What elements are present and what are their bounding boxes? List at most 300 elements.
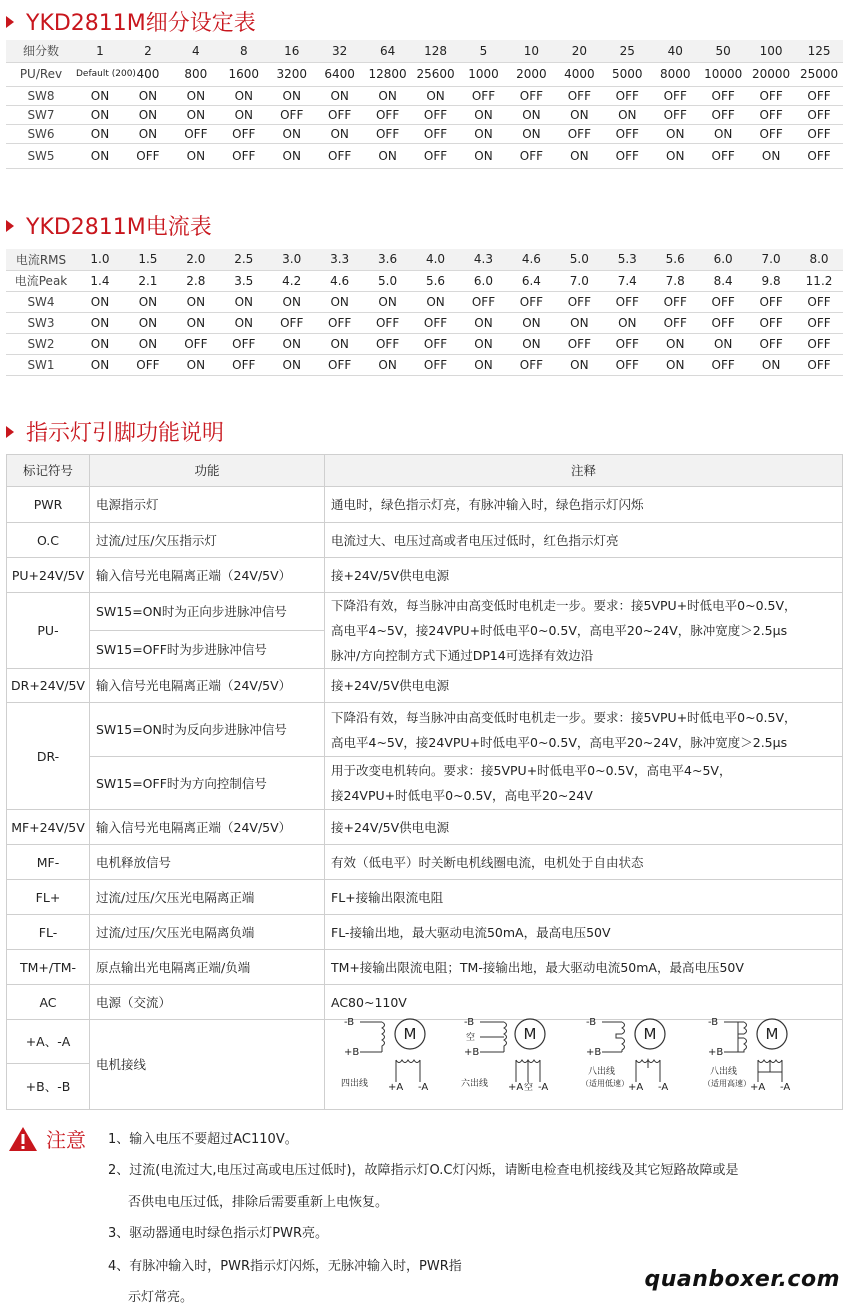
- label-a-plus: +A: [508, 1082, 524, 1093]
- current-rms-value: 7.0: [747, 249, 795, 270]
- current-rms-value: 6.0: [699, 249, 747, 270]
- label-b-plus: +B: [344, 1047, 360, 1058]
- pin-note: TM+接输出限流电阻；TM-接输出地，最大驱动电流50mA，最高电压50V: [325, 950, 843, 985]
- a-wire: [516, 1060, 540, 1082]
- pin-function: 过流/过压/欠压指示灯: [90, 523, 325, 558]
- microstep-value: 40: [651, 40, 699, 62]
- pin-symbol: +A、-A: [7, 1020, 90, 1064]
- switch-state: OFF: [220, 143, 268, 168]
- switch-label: SW4: [6, 291, 76, 312]
- switch-state: ON: [316, 86, 364, 105]
- switch-state: OFF: [555, 333, 603, 354]
- a-coil-icon: [636, 1060, 660, 1068]
- switch-state: OFF: [364, 105, 412, 124]
- current-peak-value: 2.8: [172, 270, 220, 291]
- switch-state: ON: [124, 333, 172, 354]
- notice-item-1: 1、输入电压不要超过AC110V。: [108, 1132, 298, 1147]
- switch-state: ON: [364, 354, 412, 375]
- pin-note: 通电时，绿色指示灯亮，有脉冲输入时，绿色指示灯闪烁: [325, 487, 843, 523]
- pin-symbol: DR+24V/5V: [7, 669, 90, 703]
- motor-letter: M: [403, 1025, 417, 1043]
- microstep-value: 4: [172, 40, 220, 62]
- switch-state: OFF: [747, 124, 795, 143]
- pin-symbol: PU-: [7, 593, 90, 669]
- pin-note: FL-接输出地，最大驱动电流50mA，最高电压50V: [325, 915, 843, 950]
- wiring-6-wire-diagram: [458, 1012, 568, 1098]
- switch-state: OFF: [699, 105, 747, 124]
- switch-state: OFF: [316, 354, 364, 375]
- switch-state: ON: [507, 312, 555, 333]
- caption-sub: （适用低速）: [581, 1079, 629, 1088]
- switch-state: ON: [76, 124, 124, 143]
- current-table: [6, 249, 843, 376]
- switch-label: SW2: [6, 333, 76, 354]
- default-note: Default (200): [76, 69, 136, 79]
- rms-label: 电流RMS: [6, 249, 76, 270]
- current-rms-value: 3.6: [364, 249, 412, 270]
- current-peak-value: 5.6: [412, 270, 460, 291]
- switch-state: ON: [316, 291, 364, 312]
- switch-state: ON: [412, 86, 460, 105]
- switch-state: OFF: [603, 291, 651, 312]
- pin-symbol: PWR: [7, 487, 90, 523]
- switch-state: ON: [699, 333, 747, 354]
- switch-state: ON: [172, 354, 220, 375]
- current-peak-value: 8.4: [699, 270, 747, 291]
- current-rms-value: 4.0: [412, 249, 460, 270]
- pin-symbol: +B、-B: [7, 1064, 90, 1110]
- pin-note: 电流过大、电压过高或者电压过低时，红色指示灯亮: [325, 523, 843, 558]
- switch-state: ON: [507, 105, 555, 124]
- switch-state: ON: [699, 124, 747, 143]
- current-rms-value: 2.5: [220, 249, 268, 270]
- current-peak-value: 7.0: [555, 270, 603, 291]
- switch-state: ON: [747, 354, 795, 375]
- watermark: quanboxer.com: [644, 1267, 840, 1292]
- pin-note: FL+接输出限流电阻: [325, 880, 843, 915]
- switch-state: ON: [555, 143, 603, 168]
- switch-state: OFF: [124, 143, 172, 168]
- switch-state: OFF: [412, 124, 460, 143]
- switch-state: ON: [76, 312, 124, 333]
- switch-state: OFF: [412, 143, 460, 168]
- current-peak-value: 5.0: [364, 270, 412, 291]
- pulse-per-rev-value: 6400: [316, 62, 364, 86]
- switch-state: ON: [124, 291, 172, 312]
- microstep-value: 128: [412, 40, 460, 62]
- wiring-8-wire-high-speed-diagram: [700, 1012, 810, 1098]
- switch-state: OFF: [124, 354, 172, 375]
- switch-state: ON: [364, 291, 412, 312]
- switch-state: ON: [76, 291, 124, 312]
- pulse-per-rev-value: 400: [124, 62, 172, 86]
- pulse-per-rev-value: 800: [172, 62, 220, 86]
- a-coil-icon: [758, 1060, 782, 1072]
- switch-state: OFF: [795, 354, 843, 375]
- microstep-value: 16: [268, 40, 316, 62]
- notice-title: 注意: [46, 1128, 86, 1152]
- microstep-value: 20: [555, 40, 603, 62]
- caption: 八出线: [710, 1067, 738, 1077]
- wiring-4-wire-diagram: [338, 1012, 438, 1098]
- switch-state: OFF: [651, 105, 699, 124]
- label-b-plus: +B: [708, 1047, 724, 1058]
- b-coil-icon: [616, 1022, 625, 1052]
- caption: 六出线: [461, 1079, 489, 1089]
- pin-function: 原点输出光电隔离正端/负端: [90, 950, 325, 985]
- switch-state: OFF: [651, 312, 699, 333]
- switch-state: ON: [460, 333, 508, 354]
- switch-state: OFF: [220, 333, 268, 354]
- switch-label: SW1: [6, 354, 76, 375]
- switch-state: ON: [268, 354, 316, 375]
- pulse-per-rev-value: 25600: [412, 62, 460, 86]
- switch-state: ON: [651, 143, 699, 168]
- switch-state: OFF: [507, 291, 555, 312]
- switch-state: ON: [268, 124, 316, 143]
- switch-state: OFF: [412, 333, 460, 354]
- pin-function: 电源指示灯: [90, 487, 325, 523]
- switch-state: OFF: [699, 312, 747, 333]
- switch-state: ON: [507, 124, 555, 143]
- pulse-per-rev-value: 20000: [747, 62, 795, 86]
- switch-state: ON: [603, 312, 651, 333]
- notice-heading: [8, 1124, 86, 1153]
- current-peak-value: 6.4: [507, 270, 555, 291]
- pin-function: 输入信号光电隔离正端（24V/5V）: [90, 669, 325, 703]
- switch-state: ON: [555, 105, 603, 124]
- triangle-bullet-icon: [6, 16, 14, 28]
- header-note: 注释: [325, 455, 843, 487]
- switch-state: ON: [651, 124, 699, 143]
- microstep-table: [6, 40, 843, 169]
- current-rms-value: 1.5: [124, 249, 172, 270]
- label-a-minus: -A: [538, 1082, 549, 1093]
- switch-label: SW3: [6, 312, 76, 333]
- pin-note: 有效（低电平）时关断电机线圈电流，电机处于自由状态: [325, 845, 843, 880]
- label-b-minus: -B: [464, 1017, 475, 1028]
- motor-letter: M: [523, 1025, 537, 1043]
- b-coil-icon: [504, 1022, 507, 1052]
- b-wire: [360, 1022, 382, 1052]
- switch-state: OFF: [268, 312, 316, 333]
- switch-state: ON: [172, 312, 220, 333]
- switch-state: OFF: [603, 143, 651, 168]
- pin-note: 接+24V/5V供电电源: [325, 810, 843, 845]
- caption: 八出线: [588, 1067, 616, 1077]
- switch-state: ON: [603, 105, 651, 124]
- current-peak-value: 7.8: [651, 270, 699, 291]
- label-a-plus: +A: [628, 1082, 644, 1093]
- current-rms-value: 5.3: [603, 249, 651, 270]
- pin-function: 电机释放信号: [90, 845, 325, 880]
- switch-state: OFF: [507, 354, 555, 375]
- switch-state: OFF: [603, 86, 651, 105]
- pin-function: SW15=OFF时为步进脉冲信号: [90, 631, 325, 669]
- pin-note: 下降沿有效，每当脉冲由高变低时电机走一步。要求：接5VPU+时低电平0~0.5V， 高电平4~5V，接24VPU+时低电平0~0.5V，高电平20~24V，脉冲宽度＞2.5μs: [325, 703, 843, 757]
- switch-label: SW5: [6, 143, 76, 168]
- triangle-bullet-icon: [6, 426, 14, 438]
- pin-note: 用于改变电机转向。要求：接5VPU+时低电平0~0.5V，高电平4~5V， 接24VPU+时低电平0~0.5V，高电平20~24V: [325, 757, 843, 810]
- current-rms-value: 8.0: [795, 249, 843, 270]
- switch-state: OFF: [795, 86, 843, 105]
- pin-function: SW15=ON时为正向步进脉冲信号: [90, 593, 325, 631]
- switch-state: ON: [460, 354, 508, 375]
- pin-function: 过流/过压/欠压光电隔离负端: [90, 915, 325, 950]
- pulse-per-rev-value: 4000: [555, 62, 603, 86]
- switch-state: OFF: [364, 124, 412, 143]
- microstep-value: 8: [220, 40, 268, 62]
- switch-label: SW7: [6, 105, 76, 124]
- pulse-per-rev-value: 10000: [699, 62, 747, 86]
- switch-state: ON: [220, 105, 268, 124]
- switch-state: OFF: [220, 124, 268, 143]
- switch-state: ON: [555, 354, 603, 375]
- switch-state: ON: [172, 105, 220, 124]
- switch-state: OFF: [795, 105, 843, 124]
- microstep-value: 1: [76, 40, 124, 62]
- switch-state: OFF: [699, 86, 747, 105]
- microstep-value: 64: [364, 40, 412, 62]
- switch-state: OFF: [412, 312, 460, 333]
- switch-state: OFF: [747, 291, 795, 312]
- switch-state: ON: [364, 143, 412, 168]
- switch-state: ON: [555, 312, 603, 333]
- current-peak-value: 7.4: [603, 270, 651, 291]
- current-peak-value: 6.0: [460, 270, 508, 291]
- pin-function: SW15=ON时为反向步进脉冲信号: [90, 703, 325, 757]
- notice-item-3: 3、驱动器通电时绿色指示灯PWR亮。: [108, 1226, 328, 1241]
- switch-state: OFF: [316, 143, 364, 168]
- switch-state: OFF: [747, 86, 795, 105]
- b-coil-icon: [382, 1022, 385, 1052]
- pin-symbol: PU+24V/5V: [7, 558, 90, 593]
- microstep-value: 5: [460, 40, 508, 62]
- switch-state: OFF: [603, 333, 651, 354]
- pulse-per-rev-value: 2000: [507, 62, 555, 86]
- pin-symbol: AC: [7, 985, 90, 1020]
- peak-label: 电流Peak: [6, 270, 76, 291]
- triangle-bullet-icon: [6, 220, 14, 232]
- switch-state: OFF: [651, 86, 699, 105]
- pin-note: AC80~110V: [325, 985, 843, 1020]
- label-b-minus: -B: [344, 1017, 355, 1028]
- caption: 四出线: [341, 1079, 369, 1089]
- pulse-per-rev-value: 1600: [220, 62, 268, 86]
- switch-state: ON: [268, 86, 316, 105]
- switch-state: OFF: [795, 333, 843, 354]
- notice-item-2-cont: 否供电电压过低，排除后需要重新上电恢复。: [128, 1195, 389, 1210]
- switch-state: ON: [172, 291, 220, 312]
- switch-state: ON: [268, 333, 316, 354]
- switch-state: OFF: [699, 291, 747, 312]
- switch-state: ON: [651, 333, 699, 354]
- switch-state: OFF: [795, 291, 843, 312]
- microstep-section-title: YKD2811M细分设定表: [6, 6, 256, 37]
- pin-symbol: MF-: [7, 845, 90, 880]
- switch-label: SW6: [6, 124, 76, 143]
- switch-state: ON: [124, 312, 172, 333]
- b-wire: [724, 1022, 738, 1052]
- pin-symbol: FL-: [7, 915, 90, 950]
- label-a-minus: -A: [780, 1082, 791, 1093]
- current-rms-value: 5.0: [555, 249, 603, 270]
- notice-item-4: 4、有脉冲输入时，PWR指示灯闪烁，无脉冲输入时，PWR指: [108, 1259, 462, 1274]
- switch-state: OFF: [795, 143, 843, 168]
- microstep-value: 50: [699, 40, 747, 62]
- switch-state: OFF: [603, 124, 651, 143]
- switch-state: OFF: [172, 333, 220, 354]
- label-b-mid: 空: [466, 1033, 476, 1043]
- pin-symbol: FL+: [7, 880, 90, 915]
- pulse-per-rev-value: 1000: [460, 62, 508, 86]
- microstep-value: 10: [507, 40, 555, 62]
- switch-label: SW8: [6, 86, 76, 105]
- pin-function: 电机接线: [90, 1020, 325, 1110]
- current-rms-value: 3.3: [316, 249, 364, 270]
- switch-state: ON: [220, 312, 268, 333]
- switch-state: OFF: [603, 354, 651, 375]
- pin-function: 输入信号光电隔离正端（24V/5V）: [90, 810, 325, 845]
- switch-state: ON: [76, 86, 124, 105]
- switch-state: ON: [172, 143, 220, 168]
- current-rms-value: 4.6: [507, 249, 555, 270]
- switch-state: ON: [76, 333, 124, 354]
- switch-state: ON: [76, 143, 124, 168]
- switch-state: OFF: [460, 291, 508, 312]
- current-peak-value: 9.8: [747, 270, 795, 291]
- pin-note: 接+24V/5V供电电源: [325, 558, 843, 593]
- current-peak-value: 2.1: [124, 270, 172, 291]
- current-rms-value: 4.3: [460, 249, 508, 270]
- microstep-value: 25: [603, 40, 651, 62]
- current-rms-value: 2.0: [172, 249, 220, 270]
- current-peak-value: 4.2: [268, 270, 316, 291]
- warning-triangle-icon: [8, 1126, 38, 1152]
- current-rms-value: 3.0: [268, 249, 316, 270]
- switch-state: ON: [124, 124, 172, 143]
- switch-state: OFF: [460, 86, 508, 105]
- pin-function: 电源（交流）: [90, 985, 325, 1020]
- switch-state: ON: [364, 86, 412, 105]
- microstep-value: 125: [795, 40, 843, 62]
- switch-state: OFF: [699, 354, 747, 375]
- motor-letter: M: [643, 1025, 657, 1043]
- pin-note: 接+24V/5V供电电源: [325, 669, 843, 703]
- switch-state: OFF: [412, 105, 460, 124]
- label-b-plus: +B: [586, 1047, 602, 1058]
- switch-state: ON: [124, 86, 172, 105]
- switch-state: ON: [747, 143, 795, 168]
- switch-state: ON: [460, 143, 508, 168]
- microstep-value: 2: [124, 40, 172, 62]
- switch-state: OFF: [555, 291, 603, 312]
- current-peak-value: 4.6: [316, 270, 364, 291]
- switch-state: OFF: [364, 312, 412, 333]
- switch-state: ON: [316, 124, 364, 143]
- pin-symbol: O.C: [7, 523, 90, 558]
- switch-state: OFF: [795, 312, 843, 333]
- switch-state: OFF: [747, 312, 795, 333]
- pin-symbol: TM+/TM-: [7, 950, 90, 985]
- notice-item-4-cont: 示灯常亮。: [128, 1290, 194, 1305]
- switch-state: OFF: [316, 105, 364, 124]
- pulse-per-rev-value: 5000: [603, 62, 651, 86]
- switch-state: OFF: [747, 105, 795, 124]
- switch-state: OFF: [699, 143, 747, 168]
- switch-state: OFF: [651, 291, 699, 312]
- pin-note: 下降沿有效，每当脉冲由高变低时电机走一步。要求：接5VPU+时低电平0~0.5V， 高电平4~5V，接24VPU+时低电平0~0.5V，高电平20~24V，脉冲宽度＞2.5μs 脉冲/方向控制方式下通过DP14可选择有效边沿: [325, 593, 843, 669]
- pin-symbol: MF+24V/5V: [7, 810, 90, 845]
- pulse-per-rev-value: 3200: [268, 62, 316, 86]
- notice-item-2: 2、过流(电流过大,电压过高或电压过低时)，故障指示灯O.C灯闪烁，请断电检查电机接线及其它短路故障或是: [108, 1163, 739, 1178]
- b-coil-icon: [738, 1022, 747, 1052]
- pu-rev-default: [76, 62, 136, 86]
- current-rms-value: 1.0: [76, 249, 124, 270]
- pu-rev-label: PU/Rev: [6, 62, 76, 86]
- switch-state: OFF: [795, 124, 843, 143]
- label-a-minus: -A: [418, 1082, 429, 1093]
- switch-state: ON: [460, 124, 508, 143]
- switch-state: ON: [316, 333, 364, 354]
- switch-state: ON: [76, 354, 124, 375]
- switch-state: OFF: [507, 86, 555, 105]
- label-a-plus: +A: [750, 1082, 766, 1093]
- microstep-header-label: 细分数: [6, 40, 76, 62]
- switch-state: ON: [124, 105, 172, 124]
- wiring-8-wire-low-speed-diagram: [578, 1012, 688, 1098]
- switch-state: ON: [460, 105, 508, 124]
- pin-function: 输入信号光电隔离正端（24V/5V）: [90, 558, 325, 593]
- switch-state: OFF: [555, 86, 603, 105]
- current-peak-value: 1.4: [76, 270, 124, 291]
- pin-symbol: DR-: [7, 703, 90, 810]
- motor-letter: M: [765, 1025, 779, 1043]
- switch-state: OFF: [316, 312, 364, 333]
- switch-state: ON: [268, 291, 316, 312]
- header-function: 功能: [90, 455, 325, 487]
- pin-function: SW15=OFF时为方向控制信号: [90, 757, 325, 810]
- switch-state: OFF: [268, 105, 316, 124]
- switch-state: ON: [220, 86, 268, 105]
- current-peak-value: 11.2: [795, 270, 843, 291]
- label-b-minus: -B: [586, 1017, 597, 1028]
- switch-state: ON: [268, 143, 316, 168]
- current-section-title: YKD2811M电流表: [6, 210, 212, 241]
- a-wire: [396, 1060, 420, 1082]
- pulse-per-rev-value: 25000: [795, 62, 843, 86]
- current-rms-value: 5.6: [651, 249, 699, 270]
- pulse-per-rev-value: 8000: [651, 62, 699, 86]
- caption-sub: （适用高速）: [703, 1079, 751, 1088]
- label-a-mid: 空: [524, 1083, 534, 1093]
- switch-state: ON: [172, 86, 220, 105]
- switch-state: ON: [460, 312, 508, 333]
- b-wire: [602, 1022, 622, 1052]
- switch-state: OFF: [412, 354, 460, 375]
- pin-function: 过流/过压/欠压光电隔离正端: [90, 880, 325, 915]
- switch-state: OFF: [507, 143, 555, 168]
- switch-state: ON: [651, 354, 699, 375]
- switch-state: OFF: [747, 333, 795, 354]
- label-b-minus: -B: [708, 1017, 719, 1028]
- current-peak-value: 3.5: [220, 270, 268, 291]
- label-b-plus: +B: [464, 1047, 480, 1058]
- switch-state: OFF: [220, 354, 268, 375]
- a-wire: [758, 1072, 782, 1082]
- switch-state: ON: [412, 291, 460, 312]
- pulse-per-rev-value: 12800: [364, 62, 412, 86]
